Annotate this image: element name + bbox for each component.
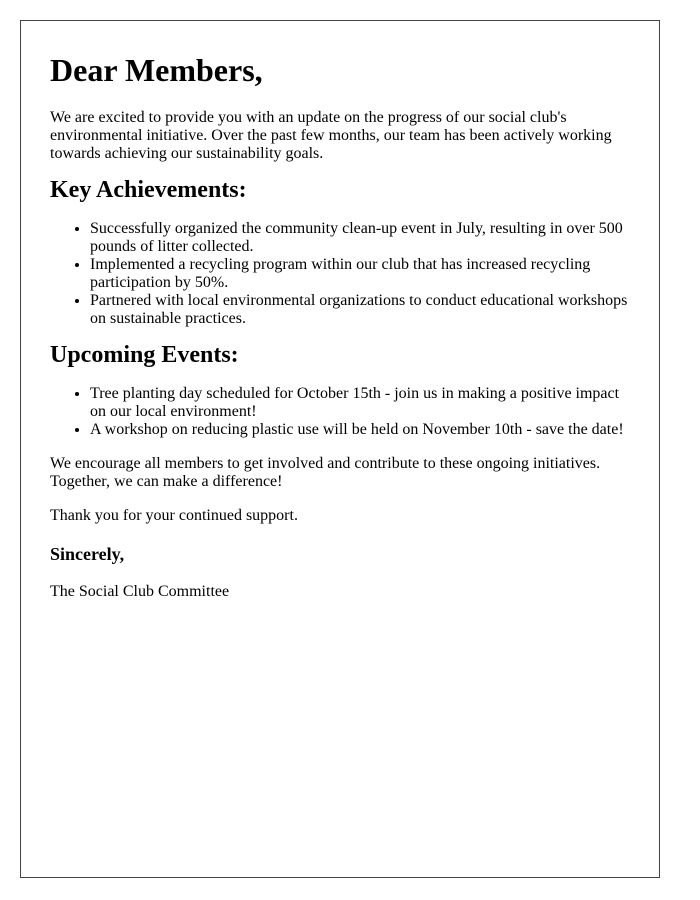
- encouragement-paragraph: We encourage all members to get involved and contribute to these ongoing initiatives. Together, we can make a difference!: [50, 455, 601, 490]
- list-item: • Partnered with local environmental organizations to conduct educational workshops on sustainable practices.: [90, 292, 630, 328]
- list-item: • Tree planting day scheduled for October 15th - join us in making a positive impact on our local environment!: [90, 385, 630, 421]
- list-item: • Implemented a recycling program within our club that has increased recycling participation by 50%.: [90, 256, 630, 292]
- signature: The Social Club Committee: [50, 583, 230, 600]
- list-item: • Successfully organized the community clean-up event in July, resulting in over 500 pounds of litter collected.: [90, 220, 630, 256]
- events-list: [50, 385, 630, 439]
- letter-document: [20, 20, 660, 878]
- thanks-paragraph: Thank you for your continued support.: [50, 507, 298, 524]
- achievements-list: [50, 220, 630, 328]
- letter-greeting: Dear Members,: [50, 52, 263, 88]
- intro-paragraph: We are excited to provide you with an update on the progress of our social club's environmental initiative. Over the past few months, our team has been actively working towards achieving our sustainability goals.: [50, 109, 612, 162]
- signoff: Sincerely,: [50, 544, 125, 564]
- list-item: • A workshop on reducing plastic use will be held on November 10th - save the date!: [90, 421, 630, 439]
- events-heading: Upcoming Events:: [50, 342, 239, 368]
- achievements-heading: Key Achievements:: [50, 177, 247, 203]
